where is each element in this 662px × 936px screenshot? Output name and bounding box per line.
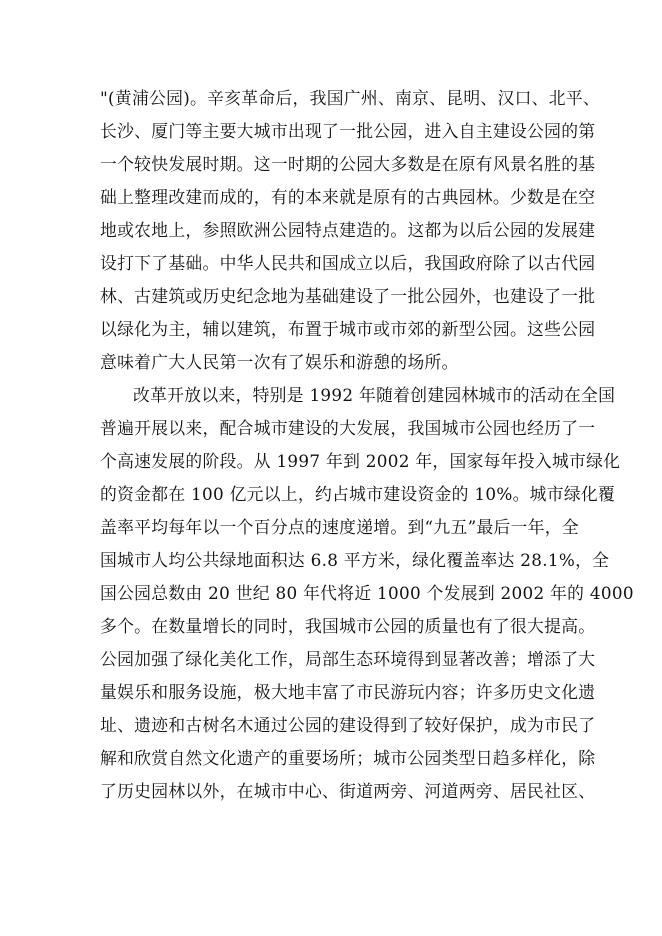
text-line: 量娱乐和服务设施，极大地丰富了市民游玩内容；许多历史文化遗 [100, 682, 596, 702]
text-line: 普遍开展以来，配合城市建设的大发展，我国城市公园也经历了一 [100, 418, 596, 438]
text-line: 意味着广大人民第一次有了娱乐和游憩的场所。 [100, 352, 459, 372]
text-line: 设打下了基础。中华人民共和国成立以后，我国政府除了以古代园 [100, 253, 596, 273]
text-line: 公园加强了绿化美化工作，局部生态环境得到显著改善；增添了大 [100, 649, 596, 669]
body-text [100, 82, 634, 808]
text-line: 林、古建筑或历史纪念地为基础建设了一批公园外，也建设了一批 [100, 286, 596, 306]
text-line: 地或农地上，参照欧洲公园特点建造的。这都为以后公园的发展建 [100, 220, 596, 240]
text-line: 的资金都在 100 亿元以上，约占城市建设资金的 10%。城市绿化覆 [100, 484, 616, 504]
text-line: "(黄浦公园)。辛亥革命后，我国广州、南京、昆明、汉口、北平、 [100, 88, 600, 108]
text-line: 一个较快发展时期。这一时期的公园大多数是在原有风景名胜的基 [100, 154, 596, 174]
text-line: 盖率平均每年以一个百分点的速度递增。到“九五”最后一年，全 [100, 517, 579, 537]
text-line: 个高速发展的阶段。从 1997 年到 2002 年，国家每年投入城市绿化 [100, 451, 621, 471]
text-line: 以绿化为主，辅以建筑，布置于城市或市郊的新型公园。这些公园 [100, 319, 596, 339]
text-line: 础上整理改建而成的，有的本来就是原有的古典园林。少数是在空 [100, 187, 596, 207]
text-line: 国公园总数由 20 世纪 80 年代将近 1000 个发展到 2002 年的 4000 [100, 583, 634, 603]
text-line: 解和欣赏自然文化遗产的重要场所；城市公园类型日趋多样化，除 [100, 748, 596, 768]
text-line: 改革开放以来，特别是 1992 年随着创建园林城市的活动在全国 [133, 385, 616, 405]
text-line: 多个。在数量增长的同时，我国城市公园的质量也有了很大提高。 [100, 616, 596, 636]
text-line: 址、遗迹和古树名木通过公园的建设得到了较好保护，成为市民了 [100, 715, 596, 735]
text-line: 长沙、厦门等主要大城市出现了一批公园，进入自主建设公园的第 [100, 121, 596, 141]
paragraph [100, 379, 634, 808]
text-line: 了历史园林以外，在城市中心、街道两旁、河道两旁、居民社区、 [100, 781, 596, 801]
paragraph [100, 82, 600, 379]
text-line: 国城市人均公共绿地面积达 6.8 平方米，绿化覆盖率达 28.1%，全 [100, 550, 610, 570]
